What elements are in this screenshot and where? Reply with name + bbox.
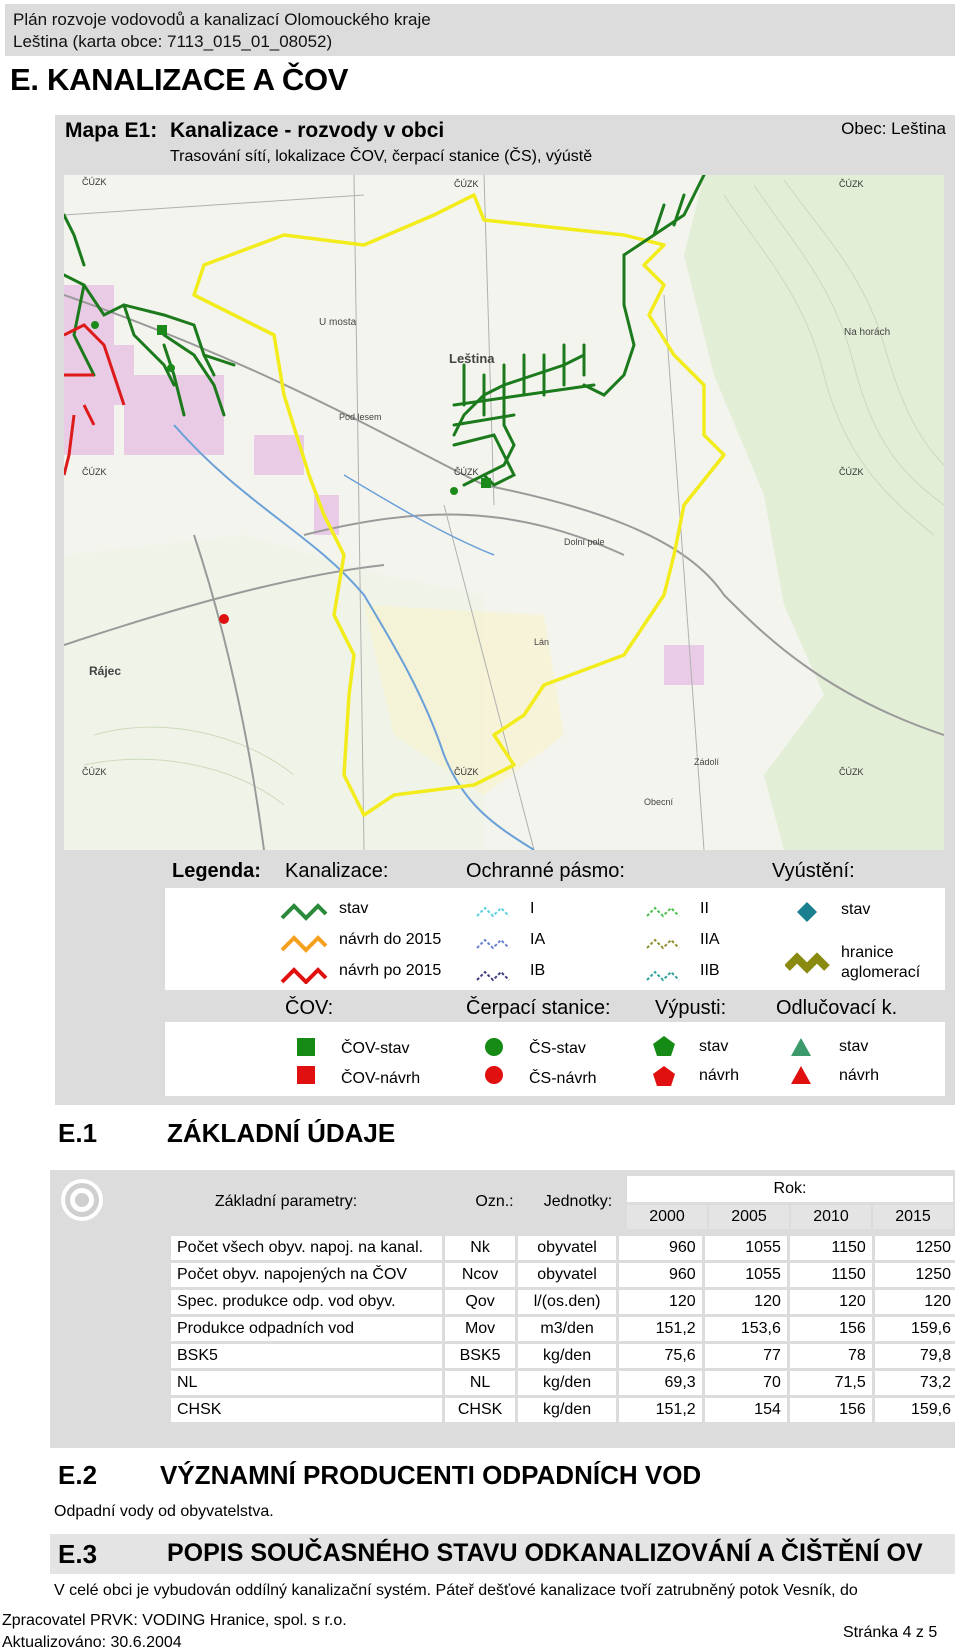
table-row — [171, 1236, 957, 1260]
map-municipality: Obec: Leština — [841, 119, 946, 138]
cell-value-2015: 120 — [875, 1290, 957, 1314]
cell-jedn: obyvatel — [518, 1263, 617, 1287]
e1-title: ZÁKLADNÍ ÚDAJE — [167, 1118, 396, 1148]
legend-pasmo-I: I — [530, 900, 535, 917]
place-label: Obecní — [644, 797, 674, 807]
legend-vypusti-navrh: návrh — [699, 1067, 740, 1084]
section-title: E. KANALIZACE A ČOV — [10, 62, 349, 97]
legend-cs-stav: ČS-stav — [529, 1040, 586, 1057]
cell-param: Spec. produkce odp. vod obyv. — [171, 1290, 442, 1314]
cell-ozn: Nk — [445, 1236, 514, 1260]
sewer-map[interactable] — [64, 175, 944, 850]
legend-odlucovaci: Odlučovací k. — [776, 997, 898, 1019]
cell-ozn: Ncov — [445, 1263, 514, 1287]
cell-jedn: l/(os.den) — [518, 1290, 617, 1314]
cell-jedn: kg/den — [518, 1344, 617, 1368]
place-label: Lán — [534, 637, 550, 647]
cuzk-label: ČÚZK — [82, 177, 107, 187]
cell-param: NL — [171, 1371, 442, 1395]
cell-param: Počet obyv. napojených na ČOV — [171, 1263, 442, 1287]
legend-vypusti-stav: stav — [699, 1038, 729, 1055]
cell-value-2010: 120 — [790, 1290, 872, 1314]
cell-value-2005: 120 — [705, 1290, 787, 1314]
legend-ochranne-pasmo: Ochranné pásmo: — [466, 860, 625, 882]
legend-title: Legenda: — [172, 860, 261, 882]
cell-value-2005: 1055 — [705, 1263, 787, 1287]
footer-zpracovatel: Zpracovatel PRVK: VODING Hranice, spol. s r.o. — [2, 1612, 347, 1629]
target-icon — [58, 1176, 106, 1224]
legend-cerpaci: Čerpací stanice: — [466, 997, 611, 1019]
cs-symbols — [483, 1036, 507, 1088]
cell-ozn: BSK5 — [445, 1344, 514, 1368]
cell-value-2010: 1150 — [790, 1263, 872, 1287]
e3-title: POPIS SOUČASNÉHO STAVU ODKANALIZOVÁNÍ A ČIŠTĚNÍ OV — [167, 1539, 923, 1567]
header-subtitle: Leština (karta obce: 7113_015_01_08052) — [13, 32, 333, 51]
footer-aktualizovano: Aktualizováno: 30.6.2004 — [2, 1634, 182, 1651]
cell-value-2005: 70 — [705, 1371, 787, 1395]
cell-value-2015: 79,8 — [875, 1344, 957, 1368]
legend-aglomeraci: aglomerací — [841, 964, 921, 981]
e3-number: E.3 — [58, 1539, 98, 1569]
legend-kanalizace: Kanalizace: — [285, 860, 389, 882]
cs-stav-marker — [167, 364, 175, 372]
legend-vypusti: Výpusti: — [655, 997, 727, 1019]
year-2000: 2000 — [627, 1205, 707, 1229]
cell-value-2000: 151,2 — [619, 1398, 701, 1422]
cuzk-label: ČÚZK — [82, 767, 107, 777]
legend-cs-navrh: ČS-návrh — [529, 1070, 597, 1087]
e2-title: VÝZNAMNÍ PRODUCENTI ODPADNÍCH VOD — [160, 1460, 702, 1490]
place-label: Zádolí — [694, 757, 720, 767]
cell-value-2015: 1250 — [875, 1236, 957, 1260]
e1-number: E.1 — [58, 1118, 98, 1148]
cell-value-2005: 153,6 — [705, 1317, 787, 1341]
cov-symbols — [295, 1036, 319, 1088]
legend-vyusteni: Vyústění: — [772, 860, 855, 882]
kanalizace-symbols — [280, 900, 330, 984]
legend-odl-navrh: návrh — [839, 1067, 880, 1084]
map-graphic — [64, 175, 944, 850]
map-subtitle: Trasování sítí, lokalizace ČOV, čerpací stanice (ČS), výústě — [170, 148, 593, 165]
cs-navrh-marker — [219, 614, 229, 624]
header-param: Základní parametry: — [110, 1176, 462, 1228]
cell-value-2005: 77 — [705, 1344, 787, 1368]
cuzk-label: ČÚZK — [454, 767, 479, 777]
legend-vyusteni-stav: stav — [841, 901, 871, 918]
odlucovaci-symbols — [789, 1036, 813, 1086]
cell-value-2000: 75,6 — [619, 1344, 701, 1368]
cuzk-label: ČÚZK — [839, 467, 864, 477]
header-jednotky: Jednotky: — [530, 1176, 626, 1228]
place-label: U mosta — [319, 317, 357, 328]
cell-value-2000: 960 — [619, 1236, 701, 1260]
footer-page-number: Stránka 4 z 5 — [843, 1624, 938, 1641]
cs-stav-marker — [91, 321, 99, 329]
vypusti-symbols — [651, 1034, 677, 1090]
year-2015: 2015 — [873, 1205, 953, 1229]
cuzk-label: ČÚZK — [454, 179, 479, 189]
cell-ozn: CHSK — [445, 1398, 514, 1422]
header-rok: Rok: — [627, 1176, 953, 1202]
place-label: Pod lesem — [339, 412, 382, 422]
header-title: Plán rozvoje vodovodů a kanalizací Olomouckého kraje — [13, 10, 431, 29]
cell-value-2000: 151,2 — [619, 1317, 701, 1341]
legend-pasmo-IIA: IIA — [700, 931, 720, 948]
legend-panel-lines — [165, 888, 945, 990]
cell-param: Počet všech obyv. napoj. na kanal. — [171, 1236, 442, 1260]
legend-odl-stav: stav — [839, 1038, 869, 1055]
header-ozn: Ozn.: — [462, 1176, 527, 1228]
cell-value-2000: 120 — [619, 1290, 701, 1314]
legend-pasmo-IA: IA — [530, 931, 546, 948]
document-header — [5, 4, 955, 56]
legend-pasmo-IIB: IIB — [700, 962, 720, 979]
year-2005: 2005 — [709, 1205, 789, 1229]
cell-value-2010: 78 — [790, 1344, 872, 1368]
place-label: Dolní pole — [564, 537, 605, 547]
legend-hranice: hranice — [841, 944, 894, 961]
map-title: Kanalizace - rozvody v obci — [170, 119, 445, 142]
legend-pasmo-II: II — [700, 900, 709, 917]
cell-value-2015: 159,6 — [875, 1398, 957, 1422]
cell-value-2000: 69,3 — [619, 1371, 701, 1395]
cell-param: CHSK — [171, 1398, 442, 1422]
year-2010: 2010 — [791, 1205, 871, 1229]
legend-kanalizace-navrh-po: návrh po 2015 — [339, 962, 442, 979]
legend-cov-navrh: ČOV-návrh — [341, 1070, 421, 1087]
legend-kanalizace-stav: stav — [339, 900, 369, 917]
cell-jedn: obyvatel — [518, 1236, 617, 1260]
cell-jedn: kg/den — [518, 1398, 617, 1422]
cell-value-2015: 1250 — [875, 1263, 957, 1287]
e2-text: Odpadní vody od obyvatelstva. — [54, 1503, 274, 1520]
legend-cov: ČOV: — [285, 997, 334, 1019]
cell-value-2010: 156 — [790, 1317, 872, 1341]
cell-value-2000: 960 — [619, 1263, 701, 1287]
cell-value-2010: 1150 — [790, 1236, 872, 1260]
e3-text: V celé obci je vybudován oddílný kanalizační systém. Páteř dešťové kanalizace tvoří zatrubněný potok Vesník, do — [54, 1582, 858, 1599]
place-label: Rájec — [89, 664, 122, 678]
table-row — [171, 1290, 957, 1314]
place-label: Na horách — [844, 327, 891, 338]
cuzk-label: ČÚZK — [839, 767, 864, 777]
legend-panel-objects — [165, 1022, 945, 1096]
cell-ozn: Mov — [445, 1317, 514, 1341]
cs-stav-marker — [450, 487, 458, 495]
basic-data-table — [168, 1233, 960, 1425]
cell-value-2010: 156 — [790, 1398, 872, 1422]
place-label: Leština — [449, 351, 495, 366]
table-row — [171, 1344, 957, 1368]
cell-value-2010: 71,5 — [790, 1371, 872, 1395]
cuzk-label: ČÚZK — [454, 467, 479, 477]
table-row — [171, 1398, 957, 1422]
legend-cov-stav: ČOV-stav — [341, 1040, 410, 1057]
e2-number: E.2 — [58, 1460, 98, 1490]
map-label: Mapa E1: — [65, 119, 158, 142]
cell-value-2005: 154 — [705, 1398, 787, 1422]
cov-stav-marker — [481, 478, 491, 488]
cell-value-2015: 159,6 — [875, 1317, 957, 1341]
legend-pasmo-IB: IB — [530, 962, 546, 979]
cell-ozn: NL — [445, 1371, 514, 1395]
table-row — [171, 1263, 957, 1287]
legend-kanalizace-navrh-2015: návrh do 2015 — [339, 931, 442, 948]
cell-param: BSK5 — [171, 1344, 442, 1368]
cell-value-2015: 73,2 — [875, 1371, 957, 1395]
pasmo-I-symbols — [475, 900, 515, 984]
table-row — [171, 1371, 957, 1395]
pasmo-II-symbols — [645, 900, 685, 984]
cell-value-2005: 1055 — [705, 1236, 787, 1260]
table-row — [171, 1317, 957, 1341]
vyusteni-symbols — [785, 898, 835, 988]
cell-jedn: m3/den — [518, 1317, 617, 1341]
cell-ozn: Qov — [445, 1290, 514, 1314]
cuzk-label: ČÚZK — [839, 179, 864, 189]
cov-stav-marker — [157, 325, 167, 335]
cuzk-label: ČÚZK — [82, 467, 107, 477]
cell-param: Produkce odpadních vod — [171, 1317, 442, 1341]
cell-jedn: kg/den — [518, 1371, 617, 1395]
